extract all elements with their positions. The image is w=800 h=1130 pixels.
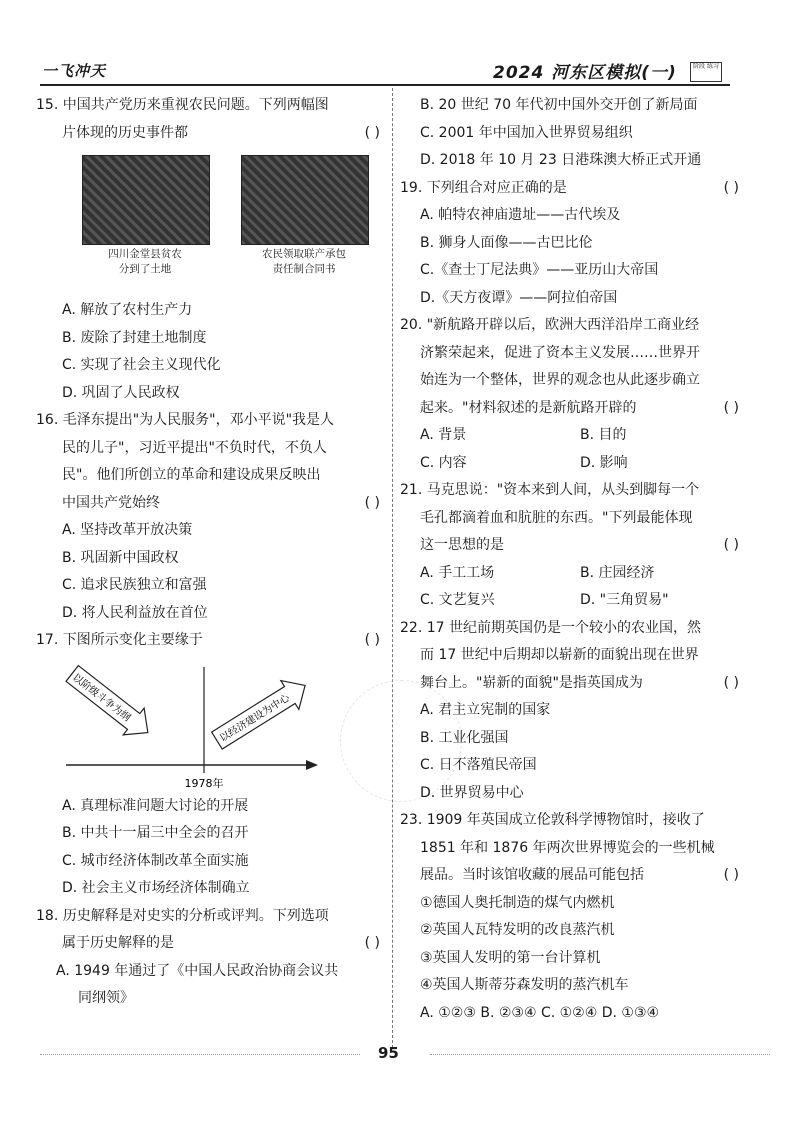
q23-stem-2: 1851 年和 1876 年两次世界博览会的一些机械 bbox=[420, 839, 715, 856]
q21-option-d[interactable]: D. "三角贸易" bbox=[580, 592, 669, 608]
q18-option-b[interactable]: B. 20 世纪 70 年代初中国外交开创了新局面 bbox=[420, 97, 698, 113]
q17-option-d[interactable]: D. 社会主义市场经济体制确立 bbox=[62, 880, 250, 896]
q22-stem-2: 而 17 世纪中后期却以崭新的面貌出现在世界 bbox=[420, 647, 699, 663]
q18-answer-bracket[interactable]: ( ) bbox=[364, 935, 380, 951]
q18-stem-2-text: 属于历史解释的是 bbox=[62, 935, 174, 951]
q22-option-d[interactable]: D. 世界贸易中心 bbox=[420, 784, 524, 801]
q16-option-c[interactable]: C. 追求民族独立和富强 bbox=[62, 577, 207, 593]
q16-stem-2: 民的儿子"，习近平提出"不负时代，不负人 bbox=[62, 439, 327, 456]
q18-stem-1: 18. 历史解释是对史实的分析或评判。下列选项 bbox=[36, 907, 329, 924]
q22-stem-3 bbox=[400, 670, 745, 698]
q19-option-b[interactable]: B. 狮身人面像——古巴比伦 bbox=[420, 234, 593, 251]
header-badge: 阶段 练习 bbox=[690, 62, 722, 82]
q16-answer-bracket[interactable]: ( ) bbox=[364, 494, 380, 511]
q18-option-c[interactable]: C. 2001 年中国加入世界贸易组织 bbox=[420, 124, 633, 141]
q18-stem-2 bbox=[36, 930, 386, 958]
q20-stem-3: 始连为一个整体，世界的观念也从此逐步确立 bbox=[420, 372, 700, 388]
q15-answer-bracket[interactable]: ( ) bbox=[364, 124, 380, 141]
q15-option-c[interactable]: C. 实现了社会主义现代化 bbox=[62, 357, 221, 373]
page-number: 95 bbox=[378, 1044, 399, 1062]
q22-stem-3-text: 舞台上。"崭新的面貌"是指英国成为 bbox=[420, 674, 643, 691]
q21-stem-3-text: 这一思想的是 bbox=[420, 537, 504, 553]
q16-option-d[interactable]: D. 将人民利益放在首位 bbox=[62, 604, 208, 621]
q15-photos bbox=[36, 147, 386, 297]
q15-stem-1: 15. 中国共产党历来重视农民问题。下列两幅图 bbox=[36, 97, 329, 113]
arrow-right-label: 以经济建设为中心 bbox=[218, 692, 292, 744]
q19-option-a[interactable]: A. 帕特农神庙遗址——古代埃及 bbox=[420, 207, 621, 223]
arrow-left-label: 以阶级斗争为纲 bbox=[70, 671, 133, 724]
q23-item-1: ①德国人奥托制造的煤气内燃机 bbox=[420, 894, 615, 911]
q23-stem-3 bbox=[400, 862, 745, 890]
q23-item-2: ②英国人瓦特发明的改良蒸汽机 bbox=[420, 922, 615, 938]
q19-stem-text: 19. 下列组合对应正确的是 bbox=[400, 179, 567, 196]
q17-option-a[interactable]: A. 真理标准问题大讨论的开展 bbox=[62, 797, 249, 814]
q19-option-d[interactable]: D.《天方夜谭》——阿拉伯帝国 bbox=[420, 289, 618, 306]
q20-answer-bracket[interactable]: ( ) bbox=[723, 399, 739, 416]
q22-option-b[interactable]: B. 工业化强国 bbox=[420, 729, 509, 746]
q20-stem-4-text: 起来。"材料叙述的是新航路开辟的 bbox=[420, 399, 637, 416]
q19-answer-bracket[interactable]: ( ) bbox=[723, 179, 739, 196]
q17-option-b[interactable]: B. 中共十一届三中全会的召开 bbox=[62, 825, 249, 841]
header-rule bbox=[40, 84, 730, 86]
header-brand: 一飞冲天 bbox=[42, 62, 107, 80]
timeline-year-label: 1978年 bbox=[184, 776, 224, 790]
timeline-arrowhead bbox=[306, 760, 318, 770]
column-divider bbox=[392, 88, 393, 1048]
q20-option-a[interactable]: A. 背景 bbox=[420, 427, 467, 443]
q17-stem-text: 17. 下图所示变化主要缘于 bbox=[36, 632, 203, 648]
q15-stem-2-text: 片体现的历史事件都 bbox=[62, 124, 188, 141]
arrow-economic-construction bbox=[208, 671, 314, 755]
q17-diagram bbox=[36, 655, 386, 793]
q20-option-c[interactable]: C. 内容 bbox=[420, 454, 467, 471]
q22-answer-bracket[interactable]: ( ) bbox=[723, 674, 739, 691]
photo-caption-2-line1: 农民领取联产承包 bbox=[262, 248, 346, 260]
q16-option-a[interactable]: A. 坚持改革开放决策 bbox=[62, 522, 193, 538]
q16-stem-4 bbox=[36, 490, 386, 518]
q17-arrow-diagram bbox=[36, 655, 386, 793]
q20-stem-4 bbox=[400, 395, 745, 423]
q23-stem-3-text: 展品。当时该馆收藏的展品可能包括 bbox=[420, 867, 644, 883]
q16-stem-1: 16. 毛泽东提出"为人民服务"，邓小平说"我是人 bbox=[36, 412, 335, 428]
photo-caption-2-line2: 责任制合同书 bbox=[272, 263, 336, 275]
q23-item-3: ③英国人发明的第一台计算机 bbox=[420, 949, 601, 966]
q20-option-d[interactable]: D. 影响 bbox=[580, 454, 628, 471]
right-column bbox=[400, 92, 745, 1027]
arrow-class-struggle bbox=[62, 660, 159, 746]
q15-stem-2 bbox=[36, 120, 386, 148]
photo-caption-2 bbox=[239, 247, 369, 277]
q15-option-d[interactable]: D. 巩固了人民政权 bbox=[62, 384, 180, 401]
left-column bbox=[36, 92, 386, 1013]
q20-stem-2: 济繁荣起来，促进了资本主义发展……世界开 bbox=[420, 344, 700, 361]
q19-option-c[interactable]: C.《查士丁尼法典》——亚历山大帝国 bbox=[420, 262, 659, 278]
q20-options-row2 bbox=[400, 450, 745, 478]
q16-stem-4-text: 中国共产党始终 bbox=[62, 494, 160, 511]
q20-options-row1 bbox=[400, 422, 745, 450]
q16-stem-3: 民"。他们所创立的革命和建设成果反映出 bbox=[62, 467, 321, 483]
q23-answer-bracket[interactable]: ( ) bbox=[723, 867, 739, 883]
header-exam-title: 2024 河东区模拟(一) bbox=[493, 63, 677, 83]
q21-stem-2: 毛孔都滴着血和肮脏的东西。"下列最能体现 bbox=[420, 509, 693, 526]
q16-option-b[interactable]: B. 巩固新中国政权 bbox=[62, 549, 179, 566]
q18-option-a[interactable]: A. 1949 年通过了《中国人民政治协商会议共 bbox=[56, 962, 339, 979]
photo-caption-1-line2: 分到了土地 bbox=[118, 263, 172, 275]
q22-stem-1: 22. 17 世纪前期英国仍是一个较小的农业国，然 bbox=[400, 619, 701, 636]
q20-option-b[interactable]: B. 目的 bbox=[580, 427, 627, 443]
q21-stem-1: 21. 马克思说："资本来到人间，从头到脚每一个 bbox=[400, 482, 700, 498]
photo-caption-1 bbox=[80, 247, 210, 277]
q21-option-c[interactable]: C. 文艺复兴 bbox=[420, 592, 495, 608]
photo-caption-1-line1: 四川金堂县贫农 bbox=[108, 248, 182, 260]
q21-option-b[interactable]: B. 庄园经济 bbox=[580, 564, 655, 581]
footer-rule-right bbox=[430, 1054, 770, 1055]
q20-stem-1: 20. "新航路开辟以后，欧洲大西洋沿岸工商业经 bbox=[400, 317, 700, 333]
footer-rule-left bbox=[40, 1054, 360, 1055]
q23-options[interactable]: A. ①②③ B. ②③④ C. ①②④ D. ①③④ bbox=[420, 1004, 660, 1021]
q23-stem-1: 23. 1909 年英国成立伦敦科学博物馆时，接收了 bbox=[400, 812, 705, 828]
photo-farmers-land bbox=[82, 155, 210, 245]
photo-contract-signing bbox=[241, 155, 369, 245]
q19-stem bbox=[400, 175, 745, 203]
q17-answer-bracket[interactable]: ( ) bbox=[364, 632, 380, 648]
q23-item-4: ④英国人斯蒂芬森发明的蒸汽机车 bbox=[420, 977, 629, 993]
q17-stem bbox=[36, 627, 386, 655]
q22-option-c[interactable]: C. 日不落殖民帝国 bbox=[420, 757, 537, 773]
q15-option-a[interactable]: A. 解放了农村生产力 bbox=[62, 302, 193, 318]
q21-stem-3 bbox=[400, 532, 745, 560]
q21-options-row1 bbox=[400, 560, 745, 588]
q21-answer-bracket[interactable]: ( ) bbox=[723, 537, 739, 553]
q18-option-d[interactable]: D. 2018 年 10 月 23 日港珠澳大桥正式开通 bbox=[420, 152, 702, 168]
q17-option-c[interactable]: C. 城市经济体制改革全面实施 bbox=[62, 852, 249, 869]
q21-option-a[interactable]: A. 手工工场 bbox=[420, 564, 495, 581]
q15-option-b[interactable]: B. 废除了封建土地制度 bbox=[62, 329, 207, 346]
q18-option-a-cont: 同纲领》 bbox=[78, 990, 134, 1006]
q21-options-row2 bbox=[400, 587, 745, 615]
q22-option-a[interactable]: A. 君主立宪制的国家 bbox=[420, 702, 551, 718]
